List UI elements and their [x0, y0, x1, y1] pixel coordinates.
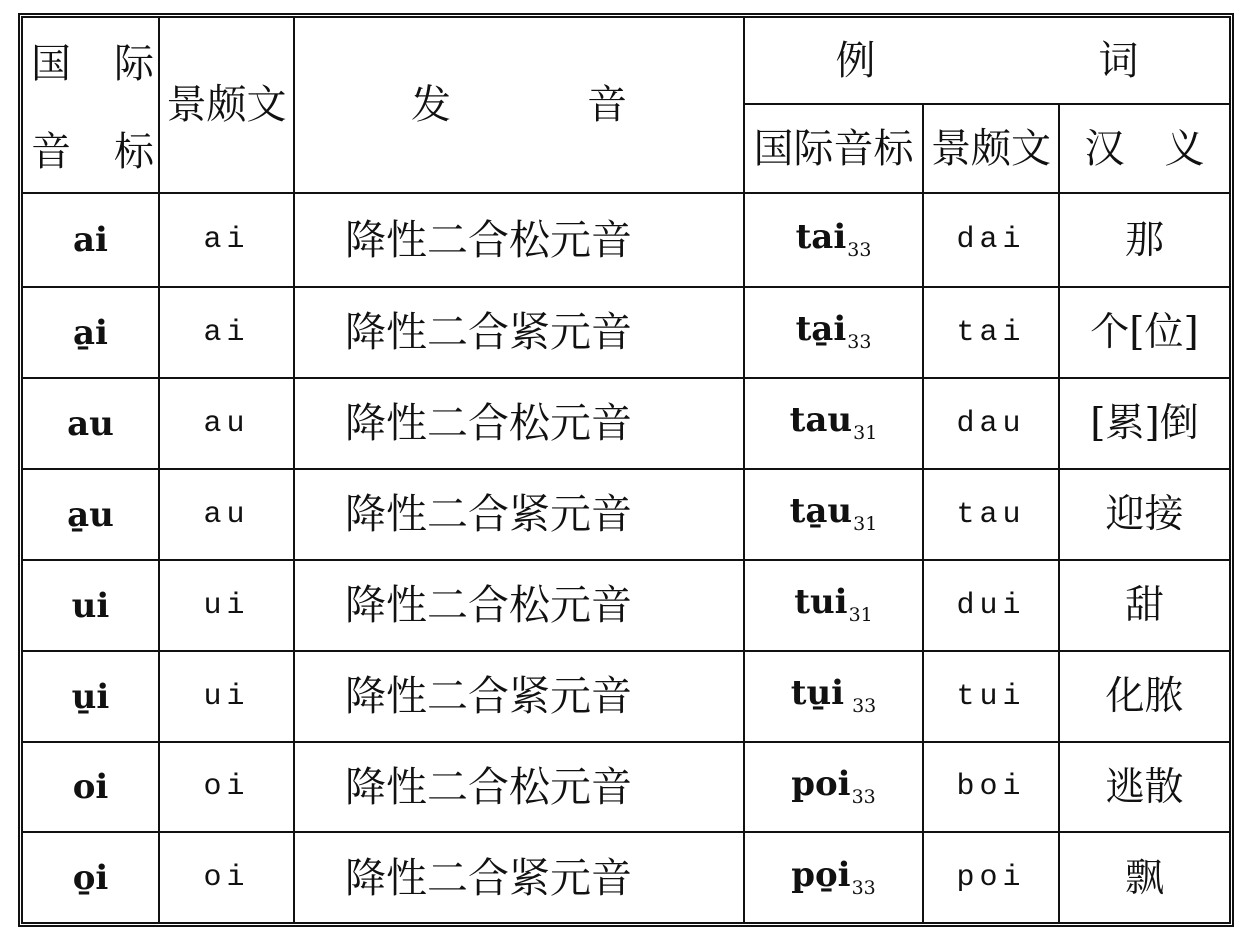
- meaning-cell: 飘: [1059, 832, 1229, 923]
- ipa-cell: [23, 469, 159, 560]
- example-ipa-cell: [744, 193, 923, 287]
- jingpo-cell: [159, 832, 294, 923]
- example-ipa: ta̱i: [795, 309, 847, 349]
- ipa-cell: [23, 560, 159, 651]
- table-row: [23, 832, 1229, 923]
- ipa-cell: [23, 378, 159, 469]
- jingpo-cell: [159, 469, 294, 560]
- jingpo-cell: [159, 378, 294, 469]
- header-row-top: [23, 18, 1229, 104]
- tone-subscript: 33: [847, 238, 872, 261]
- table-row: [23, 651, 1229, 742]
- example-jingpo-cell: [923, 287, 1059, 378]
- table-row: [23, 742, 1229, 832]
- header-meaning-char: 义: [1164, 125, 1205, 172]
- ipa-value: oi: [72, 767, 109, 807]
- example-ipa-cell: [744, 651, 923, 742]
- ipa-cell: [23, 742, 159, 832]
- jingpo-value: ai: [203, 223, 250, 257]
- example-ipa: ta̱u: [789, 491, 853, 531]
- header-pronunciation-char: 音: [587, 82, 627, 128]
- example-jingpo-cell: [923, 378, 1059, 469]
- ipa-cell: [23, 651, 159, 742]
- header-pronunciation-char: 发: [411, 82, 451, 128]
- table-row: [23, 469, 1229, 560]
- example-jingpo-cell: [923, 742, 1059, 832]
- ipa-value: a̱u: [67, 494, 114, 535]
- header-example-ipa: 国际音标: [744, 104, 923, 193]
- meaning-cell: 个[位]: [1059, 287, 1229, 378]
- pronunciation-cell: 降性二合紧元音: [294, 651, 744, 742]
- header-meaning-char: 汉: [1084, 125, 1125, 172]
- jingpo-cell: [159, 193, 294, 287]
- ipa-cell: [23, 287, 159, 378]
- diphthong-table: [23, 18, 1229, 923]
- example-ipa: tui: [794, 582, 848, 622]
- header-example-jingpo: 景颇文: [923, 104, 1059, 193]
- header-ipa: [23, 18, 159, 193]
- pronunciation-cell: 降性二合紧元音: [294, 469, 744, 560]
- jingpo-value: oi: [203, 861, 250, 895]
- example-jingpo-cell: [923, 832, 1059, 923]
- header-examples-char: 例: [835, 37, 876, 84]
- header-meaning: [1059, 104, 1229, 193]
- header-ipa-char: 标: [114, 129, 154, 175]
- example-jingpo: dui: [956, 588, 1026, 623]
- jingpo-cell: [159, 651, 294, 742]
- tone-subscript: 33: [851, 876, 876, 899]
- table-row: [23, 560, 1229, 651]
- meaning-cell: 那: [1059, 193, 1229, 287]
- meaning-cell: 逃散: [1059, 742, 1229, 832]
- jingpo-cell: [159, 742, 294, 832]
- pronunciation-cell: 降性二合紧元音: [294, 832, 744, 923]
- jingpo-value: au: [203, 497, 250, 532]
- example-ipa: poi: [791, 763, 851, 804]
- example-jingpo: boi: [956, 770, 1026, 804]
- pronunciation-cell: 降性二合松元音: [294, 742, 744, 832]
- ipa-value: a̱i: [73, 312, 108, 353]
- meaning-cell: 化脓: [1059, 651, 1229, 742]
- table-frame: [18, 13, 1234, 927]
- tone-subscript: 31: [848, 604, 873, 626]
- jingpo-value: au: [203, 406, 250, 441]
- header-ipa-char: 国: [31, 41, 71, 87]
- example-jingpo: tui: [956, 679, 1026, 714]
- header-ipa-char: 音: [31, 129, 71, 175]
- pronunciation-cell: 降性二合松元音: [294, 193, 744, 287]
- example-ipa: tai: [795, 216, 847, 257]
- meaning-cell: [累]倒: [1059, 378, 1229, 469]
- example-jingpo: dau: [956, 406, 1026, 441]
- ipa-cell: [23, 832, 159, 923]
- tone-subscript: 33: [852, 695, 877, 717]
- example-jingpo: tai: [956, 315, 1026, 350]
- header-ipa-char: 际: [114, 41, 154, 87]
- jingpo-cell: [159, 287, 294, 378]
- jingpo-value: oi: [203, 770, 250, 804]
- table-row: [23, 193, 1229, 287]
- tone-subscript: 33: [847, 331, 872, 353]
- header-examples-char: 词: [1098, 37, 1139, 84]
- meaning-cell: 迎接: [1059, 469, 1229, 560]
- ipa-value: o̱i: [72, 858, 109, 898]
- table-row: [23, 378, 1229, 469]
- example-jingpo: tau: [956, 497, 1026, 532]
- example-ipa-cell: [744, 560, 923, 651]
- example-jingpo: dai: [956, 223, 1026, 257]
- header-jingpo: 景颇文: [159, 18, 294, 193]
- example-jingpo: poi: [956, 861, 1026, 895]
- tone-subscript: 33: [851, 785, 876, 808]
- example-jingpo-cell: [923, 469, 1059, 560]
- ipa-value: ai: [73, 220, 108, 260]
- pronunciation-cell: 降性二合紧元音: [294, 287, 744, 378]
- ipa-cell: [23, 193, 159, 287]
- ipa-value: ui: [71, 585, 110, 626]
- example-ipa-cell: [744, 832, 923, 923]
- meaning-cell: 甜: [1059, 560, 1229, 651]
- table-row: [23, 287, 1229, 378]
- example-ipa-cell: [744, 378, 923, 469]
- example-ipa: po̱i: [791, 854, 851, 895]
- example-ipa-cell: [744, 742, 923, 832]
- ipa-value: au: [67, 403, 114, 444]
- example-jingpo-cell: [923, 560, 1059, 651]
- example-ipa-cell: [744, 469, 923, 560]
- jingpo-value: ui: [203, 588, 250, 623]
- example-ipa-cell: [744, 287, 923, 378]
- jingpo-value: ai: [203, 315, 250, 350]
- example-jingpo-cell: [923, 651, 1059, 742]
- jingpo-value: ui: [203, 679, 250, 714]
- pronunciation-cell: 降性二合松元音: [294, 560, 744, 651]
- header-examples: [744, 18, 1229, 104]
- jingpo-cell: [159, 560, 294, 651]
- ipa-value: u̱i: [71, 676, 110, 717]
- example-ipa: tau: [789, 400, 853, 440]
- tone-subscript: 31: [853, 422, 878, 444]
- example-ipa: tu̱i: [790, 673, 845, 713]
- pronunciation-cell: 降性二合松元音: [294, 378, 744, 469]
- tone-subscript: 31: [853, 513, 878, 535]
- header-pronunciation: [294, 18, 744, 193]
- example-jingpo-cell: [923, 193, 1059, 287]
